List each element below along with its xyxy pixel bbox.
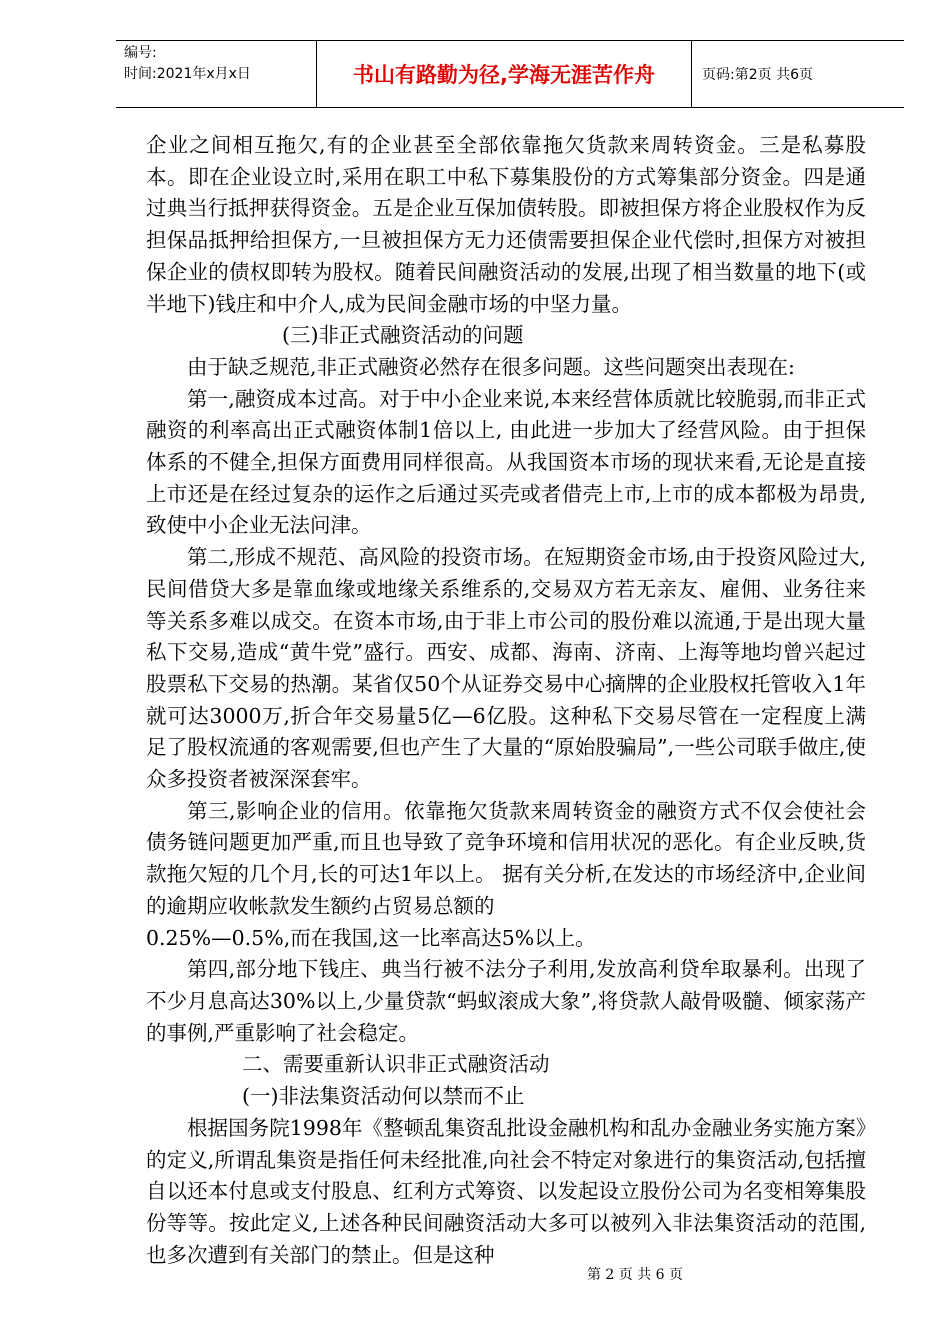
- paragraph: 第四,部分地下钱庄、典当行被不法分子利用,发放高利贷牟取暴利。出现了不少月息高达30%以上,少量贷款“蚂蚁滚成大象”,将贷款人敲骨吸髓、倾家荡产的事例,严重影响了社会稳定。: [146, 957, 866, 1045]
- paragraph: 根据国务院1998年《整顿乱集资乱批设金融机构和乱办金融业务实施方案》的定义,所谓乱集资是指任何未经批准,向社会不特定对象进行的集资活动,包括擅自以还本付息或支付股息、红利方式筹资、以发起设立股份公司为名变相筹集股份等等。按此定义,上述各种民间融资活动大多可以被列入非法集资活动的范围,也多次遭到有关部门的禁止。但是这种: [146, 1115, 866, 1267]
- page-footer: 第 2 页 共 6 页: [586, 1267, 684, 1283]
- paragraph: 0.25%—0.5%,而在我国,这一比率高达5%以上。: [146, 925, 596, 950]
- number-label: 编号:: [124, 45, 157, 61]
- section-heading: (三)非正式融资活动的问题: [282, 323, 524, 348]
- header-motto: 书山有路勤为径,学海无涯苦作舟: [353, 63, 655, 87]
- header-page-label: 页码:第2页 共6页: [702, 67, 813, 83]
- section-heading: 二、需要重新认识非正式融资活动: [242, 1052, 550, 1077]
- paragraph: 第一,融资成本过高。对于中小企业来说,本来经营体质就比较脆弱,而非正式融资的利率高出正式融资体制1倍以上, 由此进一步加大了经营风险。由于担保体系的不健全,担保方面费用同样很高。从我国资本市场的现状来看,无论是直接上市还是在经过复杂的运作之后通过买壳或者借壳上市,上市的成本都极为昂贵,致使中小企业无法问津。: [146, 386, 866, 538]
- paragraph: 第二,形成不规范、高风险的投资市场。在短期资金市场,由于投资风险过大,民间借贷大多是靠血缘或地缘关系维系的,交易双方若无亲友、雇佣、业务往来等关系多难以成交。在资本市场,由于非上市公司的股份难以流通,于是出现大量私下交易,造成“黄牛党”盛行。西安、成都、海南、济南、上海等地均曾兴起过股票私下交易的热潮。某省仅50个从证券交易中心摘牌的企业股权托管收入1年就可达3000万,折合年交易量5亿—6亿股。这种私下交易尽管在一定程度上满足了股权流通的客观需要,但也产生了大量的“原始股骗局”,一些公司联手做庄,使众多投资者被深深套牢。: [146, 545, 866, 792]
- paragraph: 由于缺乏规范,非正式融资必然存在很多问题。这些问题突出表现在:: [187, 354, 795, 379]
- paragraph: 企业之间相互拖欠,有的企业甚至全部依靠拖欠货款来周转资金。三是私募股本。即在企业设立时,采用在职工中私下募集股份的方式筹集部分资金。四是通过典当行抵押获得资金。五是企业互保加债转股。即被担保方将企业股权作为反担保品抵押给担保方,一旦被担保方无力还债需要担保企业代偿时,担保方对被担保企业的债权即转为股权。随着民间融资活动的发展,出现了相当数量的地下(或半地下)钱庄和中介人,成为民间金融市场的中坚力量。: [146, 133, 866, 316]
- subsection-heading: (一)非法集资活动何以禁而不止: [242, 1084, 525, 1109]
- time-label: 时间:2021年x月x日: [124, 66, 251, 82]
- page-header: [116, 40, 904, 108]
- paragraph: 第三,影响企业的信用。依靠拖欠货款来周转资金的融资方式不仅会使社会债务链问题更加严重,而且也导致了竞争环境和信用状况的恶化。有企业反映,货款拖欠短的几个月,长的可达1年以上。 据有关分析,在发达的市场经济中,企业间的逾期应收帐款发生额约占贸易总额的: [146, 798, 866, 918]
- header-meta: [124, 43, 314, 105]
- body-text: [146, 130, 866, 1271]
